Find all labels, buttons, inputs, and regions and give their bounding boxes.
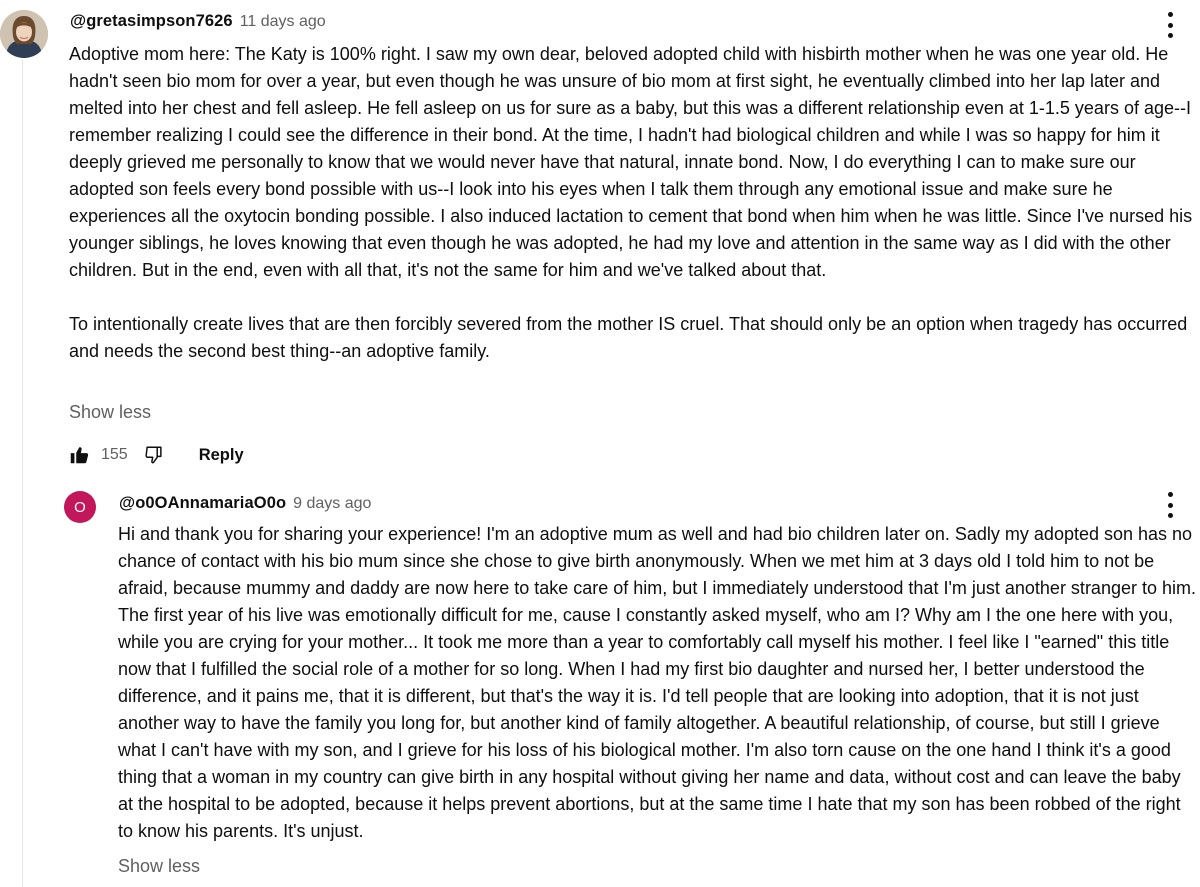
comment-paragraph: Adoptive mom here: The Katy is 100% right. I saw my own dear, beloved adopted child with hisbirth mother when he was one year old. He hadn't seen bio mom for over a year, but even though he was unsure of bio mom at first sight, he eventually climbed into her lap later and melted into her chest and fell asleep. He fell asleep on us for sure as a baby, but this was a different relationship even at 1-1.5 years of age--I remember realizing I could see the difference in their bond. At the time, I hadn't had biological children and while I was so happy for him it deeply grieved me personally to know that we would never have that natural, innate bond. Now, I do everything I can to make sure our adopted son feels every bond possible with us--I look into his eyes when I talk them through any emotional issue and make sure he experiences all the oxytocin bonding possible. I also induced lactation to cement that bond when him when he was little. Since I've nursed his younger siblings, he loves knowing that even though he was adopted, he had my love and attention in the same way as I did with the other children. But in the end, even with all that, it's not the same for him and we've talked about that. xyxy=(69,44,1193,280)
like-button[interactable] xyxy=(67,443,91,467)
reply-button[interactable]: Reply xyxy=(198,445,244,464)
comment-header xyxy=(70,12,326,36)
more-actions-button[interactable] xyxy=(1158,10,1182,40)
author-name[interactable]: @gretasimpson7626 xyxy=(70,12,233,30)
avatar-portrait-icon xyxy=(0,10,48,58)
reply-text xyxy=(118,521,1200,845)
thread-line xyxy=(22,60,23,887)
avatar[interactable] xyxy=(0,10,48,58)
show-less-button[interactable]: Show less xyxy=(118,856,201,876)
reply-paragraph: Hi and thank you for sharing your experience! I'm an adoptive mum as well and had bio children later on. Sadly my adopted son has no chance of contact with his bio mum since she chose to give birth anonymously. When we met him at 3 days old I told him to not be afraid, because mummy and daddy are now here to take care of him, but I immediately understood that I'm just another stranger to him. The first year of his live was emotionally difficult for me, cause I constantly asked myself, who am I? Why am I the one here with you, while you are crying for your mother... It took me more than a year to comfortably call myself his mother. I feel like I "earned" this title now that I fulfilled the social role of a mother for so long. When I had my first bio daughter and nursed her, I better understood the difference, and it pains me, that it is different, but that's the way it is. I'd tell people that are looking into adoption, that it is not just another way to have the family you long for, but another kind of family altogether. A beautiful relationship, of course, but still I grieve what I can't have with my son, and I grieve for his loss of his biological mother. I'm also torn cause on the one hand I think it's a good thing that a woman in my country can give birth in any hospital without giving her name and data, without cost and can leave the baby at the hospital to be adopted, because it helps prevent abortions, but at the same time I hate that my son has been robbed of the right to know his parents. It's unjust. xyxy=(118,524,1196,841)
comment-timestamp[interactable]: 9 days ago xyxy=(293,495,372,512)
more-vert-dot xyxy=(1168,33,1173,38)
comment-timestamp[interactable]: 11 days ago xyxy=(239,13,326,30)
dislike-button[interactable] xyxy=(142,443,166,467)
show-less-button[interactable]: Show less xyxy=(69,402,152,422)
more-actions-button[interactable] xyxy=(1158,490,1182,520)
thumbs-down-outline-icon xyxy=(143,444,165,466)
like-count: 155 xyxy=(101,446,128,463)
avatar[interactable]: O xyxy=(64,491,96,523)
comment-text xyxy=(69,41,1200,365)
author-name[interactable]: @o0OAnnamariaO0o xyxy=(119,494,287,512)
more-vert-dot xyxy=(1168,23,1173,28)
comment-paragraph: To intentionally create lives that are then forcibly severed from the mother IS cruel. That should only be an option when tragedy has occurred and needs the second best thing--an adoptive family. xyxy=(69,314,1188,361)
comment-action-bar xyxy=(67,440,244,470)
more-vert-dot xyxy=(1168,503,1173,508)
more-vert-dot xyxy=(1168,513,1173,518)
reply-header xyxy=(119,494,371,518)
thumbs-up-filled-icon xyxy=(68,444,90,466)
more-vert-icon xyxy=(1168,492,1173,497)
more-vert-icon xyxy=(1168,12,1173,17)
